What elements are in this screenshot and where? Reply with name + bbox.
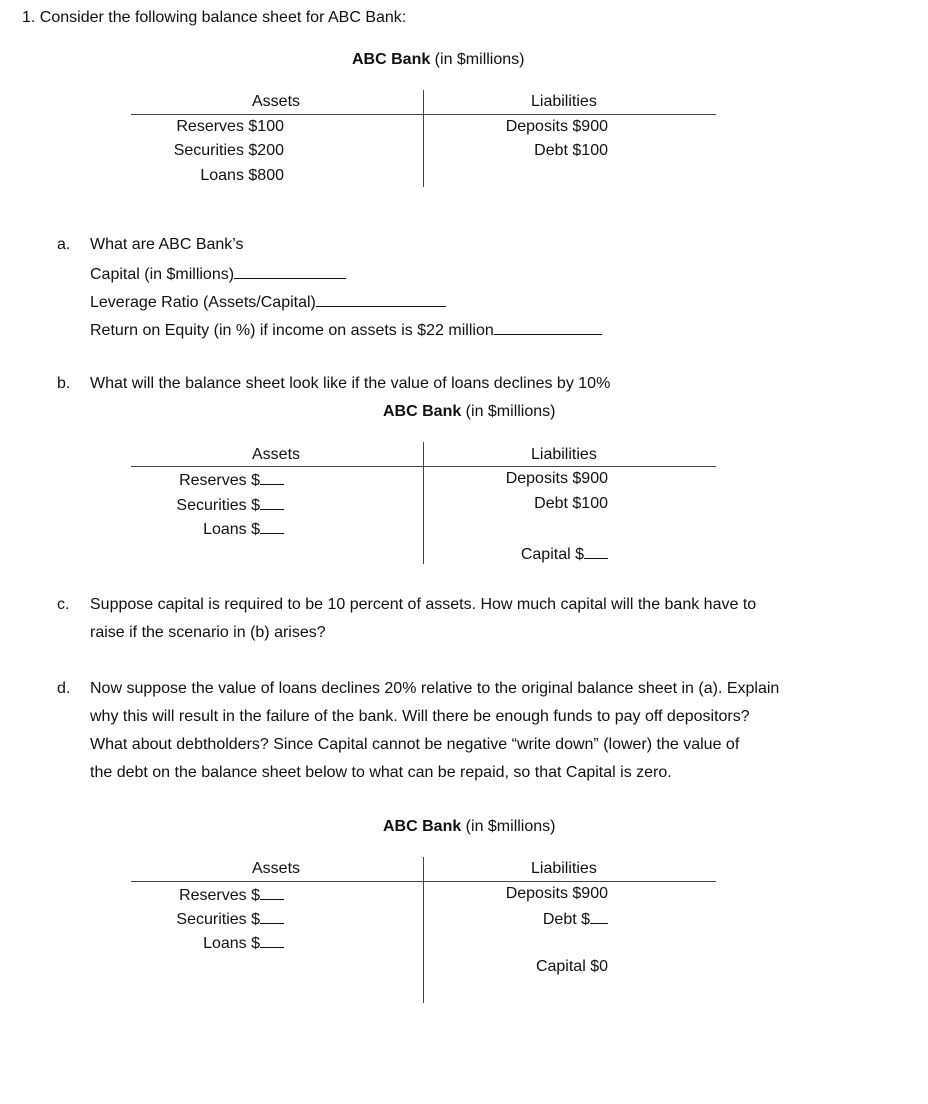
sheet3-assets-header: Assets	[252, 860, 301, 877]
sheet1-liabilities-header: Liabilities	[531, 93, 597, 110]
sheet2-title	[383, 403, 555, 421]
sheet3-liabilities-header: Liabilities	[531, 860, 597, 877]
sheet2-reserves-label: Reserves $	[179, 472, 260, 489]
sheet2-asset-securities	[131, 495, 284, 515]
sheet1-assets-header: Assets	[252, 93, 301, 110]
part-b-text: What will the balance sheet look like if the value of loans declines by 10%	[90, 375, 611, 392]
part-a-capital-label: Capital (in $millions)	[90, 266, 235, 283]
sheet2-title-bold: ABC Bank	[383, 403, 462, 420]
sheet2-capital-label: Capital $	[520, 546, 584, 563]
part-c-letter: c.	[57, 596, 70, 613]
capital-answer-blank[interactable]	[234, 264, 346, 279]
sheet1-asset-reserves: Reserves $100	[176, 118, 284, 135]
sheet2-title-rest: (in $millions)	[461, 403, 556, 420]
part-a-capital-line	[90, 264, 346, 284]
part-d-line-4: the debt on the balance sheet below to what can be repaid, so that Capital is zero.	[90, 764, 672, 781]
leverage-answer-blank[interactable]	[316, 292, 446, 307]
sheet2-liability-debt: Debt $100	[534, 495, 608, 512]
sheet1-title-rest: (in $millions)	[430, 51, 525, 68]
part-c-line-2: raise if the scenario in (b) arises?	[90, 624, 326, 641]
question-heading: 1. Consider the following balance sheet for ABC Bank:	[22, 9, 407, 26]
part-a-intro: What are ABC Bank’s	[90, 236, 244, 253]
sheet3-title	[383, 818, 555, 836]
part-a-leverage-line	[90, 292, 446, 312]
sheet2-liabilities-header: Liabilities	[531, 446, 597, 463]
sheet1-title-bold: ABC Bank	[352, 51, 431, 68]
sheet3-title-rest: (in $millions)	[461, 818, 556, 835]
sheet1-vertical-rule	[423, 90, 424, 187]
sheet2-liability-deposits: Deposits $900	[505, 470, 608, 487]
sheet1-asset-loans: Loans $800	[200, 167, 284, 184]
sheet2-asset-loans	[131, 519, 284, 539]
sheet3-asset-loans	[131, 933, 284, 953]
sheet2-loans-blank[interactable]	[260, 519, 284, 534]
sheet3-debt-label: Debt $	[542, 911, 590, 928]
sheet2-securities-label: Securities $	[176, 497, 260, 514]
sheet3-securities-label: Securities $	[176, 911, 260, 928]
sheet2-assets-header: Assets	[252, 446, 301, 463]
sheet1-title	[352, 51, 524, 69]
sheet2-reserves-blank[interactable]	[260, 470, 284, 485]
sheet3-liability-deposits: Deposits $900	[505, 885, 608, 902]
sheet3-asset-securities	[131, 909, 284, 929]
part-b-letter: b.	[57, 375, 71, 392]
sheet3-debt-blank[interactable]	[590, 909, 608, 924]
sheet1-asset-securities: Securities $200	[173, 142, 284, 159]
part-a-roe-label: Return on Equity (in %) if income on assets is $22 million	[90, 322, 494, 339]
sheet1-liability-deposits: Deposits $900	[505, 118, 608, 135]
sheet3-vertical-rule	[423, 857, 424, 1003]
part-d-line-2: why this will result in the failure of the bank. Will there be enough funds to pay off depositors?	[90, 708, 750, 725]
sheet3-capital: Capital $0	[535, 958, 608, 975]
sheet3-title-bold: ABC Bank	[383, 818, 462, 835]
roe-answer-blank[interactable]	[494, 320, 602, 335]
part-a-roe-line	[90, 320, 602, 340]
part-d-letter: d.	[57, 680, 71, 697]
sheet2-vertical-rule	[423, 442, 424, 564]
sheet3-reserves-blank[interactable]	[260, 885, 284, 900]
sheet3-asset-reserves	[131, 885, 284, 905]
part-a-letter: a.	[57, 236, 71, 253]
sheet3-loans-label: Loans $	[203, 935, 260, 952]
sheet3-liability-debt	[440, 909, 608, 929]
sheet1-liability-debt: Debt $100	[534, 142, 608, 159]
sheet2-asset-reserves	[131, 470, 284, 490]
sheet3-securities-blank[interactable]	[260, 909, 284, 924]
sheet2-capital	[440, 544, 608, 564]
sheet2-securities-blank[interactable]	[260, 495, 284, 510]
sheet3-loans-blank[interactable]	[260, 933, 284, 948]
sheet2-loans-label: Loans $	[203, 521, 260, 538]
part-a-leverage-label: Leverage Ratio (Assets/Capital)	[90, 294, 316, 311]
part-c-line-1: Suppose capital is required to be 10 percent of assets. How much capital will the bank have to	[90, 596, 757, 613]
sheet2-capital-blank[interactable]	[584, 544, 608, 559]
sheet3-reserves-label: Reserves $	[179, 887, 260, 904]
part-d-line-3: What about debtholders? Since Capital cannot be negative “write down” (lower) the value of	[90, 736, 740, 753]
part-d-line-1: Now suppose the value of loans declines 20% relative to the original balance sheet in (a). Explain	[90, 680, 780, 697]
